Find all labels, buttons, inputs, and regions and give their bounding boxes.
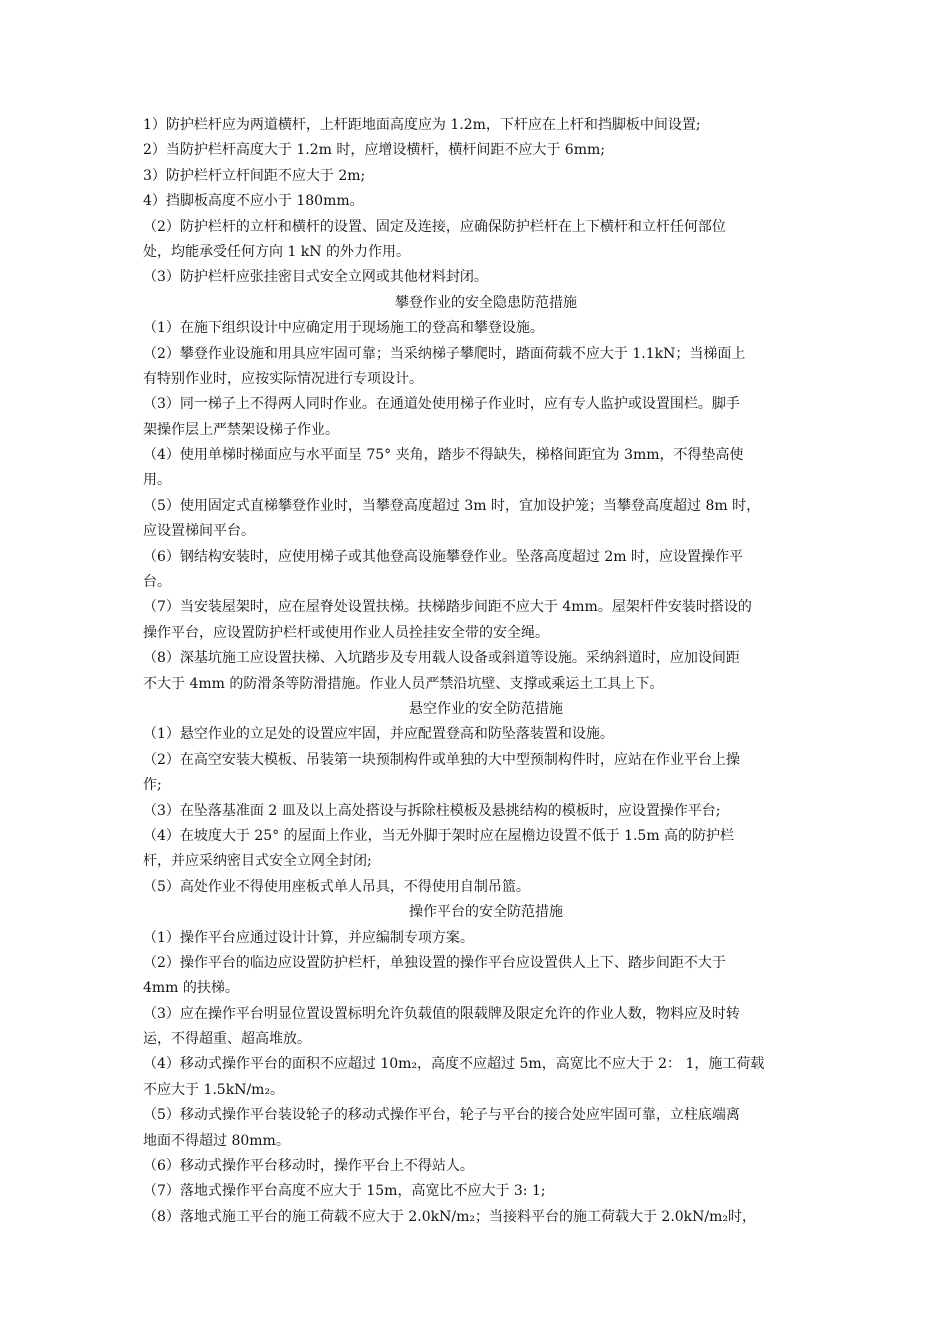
text-line: （4）在坡度大于 25° 的屋面上作业，当无外脚于架时应在屋檐边设置不低于 1.5m 高的防护栏 [143,827,735,844]
text-line: 操作平台，应设置防护栏杆或使用作业人员拴挂安全带的安全绳。 [143,624,549,641]
text-line: （1）悬空作业的立足处的设置应牢固，并应配置登高和防坠落装置和设施。 [143,726,614,743]
text-line: 有特别作业时，应按实际情况进行专项设计。 [143,370,423,387]
section-heading: 攀登作业的安全隐患防范措施 [395,294,577,311]
text-line: （5）使用固定式直梯攀登作业时，当攀登高度超过 3m 时，宜加设护笼；当攀登高度超过 8m 时， [143,497,761,514]
text-line: （2）操作平台的临边应设置防护栏杆，单独设置的操作平台应设置供人上下、踏步间距不大于 [143,954,726,971]
text-line: 1）防护栏杆应为两道横杆，上杆距地面高度应为 1.2m，下杆应在上杆和挡脚板中间设置; [143,117,701,133]
text-line: 作; [143,777,162,794]
text-line: （8）落地式施工平台的施工荷载不应大于 2.0kN/m₂；当接料平台的施工荷载大于 2.0kN/m₂时， [143,1208,757,1225]
text-line: 台。 [143,574,171,591]
text-line: 2）当防护栏杆高度大于 1.2m 时，应增设横杆，横杆间距不应大于 6mm; [143,142,605,159]
text-line: 运，不得超重、超高堆放。 [143,1031,311,1048]
text-line: （4）使用单梯时梯面应与水平面呈 75° 夹角，踏步不得缺失，梯格间距宜为 3mm，不得垫高使 [143,447,744,464]
text-line: （4）移动式操作平台的面积不应超过 10m₂，高度不应超过 5m，高宽比不应大于 2： 1，施工荷载 [143,1056,765,1073]
text-line: 架操作层上严禁架设梯子作业。 [143,421,339,438]
text-line: 地面不得超过 80mm。 [143,1132,290,1149]
section-heading: 操作平台的安全防范措施 [409,904,563,921]
text-line: 4）挡脚板高度不应小于 180mm。 [143,193,364,210]
text-line: 不大于 4mm 的防滑条等防滑措施。作业人员严禁沿坑壁、支撑或乘运土工具上下。 [143,675,664,692]
text-line: （5）高处作业不得使用座板式单人吊具，不得使用自制吊篮。 [143,878,530,895]
text-line: （3）应在操作平台明显位置设置标明允许负载值的限载牌及限定允许的作业人数，物料应及时转 [143,1005,740,1022]
text-line: （3）同一梯子上不得两人同时作业。在通道处使用梯子作业时，应有专人监护或设置围栏。脚手 [143,396,740,413]
text-line: （3）在坠落基准面 2 皿及以上高处搭设与拆除柱模板及悬挑结构的模板时，应设置操作平台; [143,802,721,819]
text-line: 应设置梯间平台。 [143,523,255,540]
section-heading: 悬空作业的安全防范措施 [409,700,563,717]
text-line: 4mm 的扶梯。 [143,980,239,997]
text-line: 用。 [143,472,171,489]
text-line: 杆，并应采纳密目式安全立网全封闭; [143,853,372,870]
text-line: （8）深基坑施工应设置扶梯、入坑踏步及专用载人设备或斜道等设施。采纳斜道时，应加设间距 [143,650,740,667]
text-line: （5）移动式操作平台装设轮子的移动式操作平台，轮子与平台的接合处应牢固可靠，立柱底端离 [143,1107,740,1124]
text-line: （3）防护栏杆应张挂密目式安全立网或其他材料封闭。 [143,269,488,286]
text-line: （2）攀登作业设施和用具应牢固可靠；当采纳梯子攀爬时，踏面荷载不应大于 1.1kN；当梯面上 [143,345,746,362]
text-line: （6）钢结构安装时，应使用梯子或其他登高设施攀登作业。坠落高度超过 2m 时，应设置操作平 [143,548,743,565]
text-line: （1）操作平台应通过设计计算，并应编制专项方案。 [143,929,474,946]
text-line: （2）在高空安装大模板、吊装第一块预制构件或单独的大中型预制构件时，应站在作业平台上操 [143,751,740,768]
text-line: （6）移动式操作平台移动时，操作平台上不得站人。 [143,1158,474,1175]
text-line: 处，均能承受任何方向 1 kN 的外力作用。 [143,243,410,260]
text-line: （2）防护栏杆的立杆和横杆的设置、固定及连接，应确保防护栏杆在上下横杆和立杆任何部位 [143,218,726,235]
text-line: （1）在施下组织设计中应确定用于现场施工的登高和攀登设施。 [143,320,544,337]
text-line: 不应大于 1.5kN/m₂。 [143,1081,285,1098]
text-line: （7）落地式操作平台高度不应大于 15m，高宽比不应大于 3: 1; [143,1183,546,1200]
text-line: 3）防护栏杆立杆间距不应大于 2m; [143,167,366,184]
text-line: （7）当安装屋架时，应在屋脊处设置扶梯。扶梯踏步间距不应大于 4mm。屋架杆件安装时搭设的 [143,599,752,616]
document-body [143,113,829,1230]
